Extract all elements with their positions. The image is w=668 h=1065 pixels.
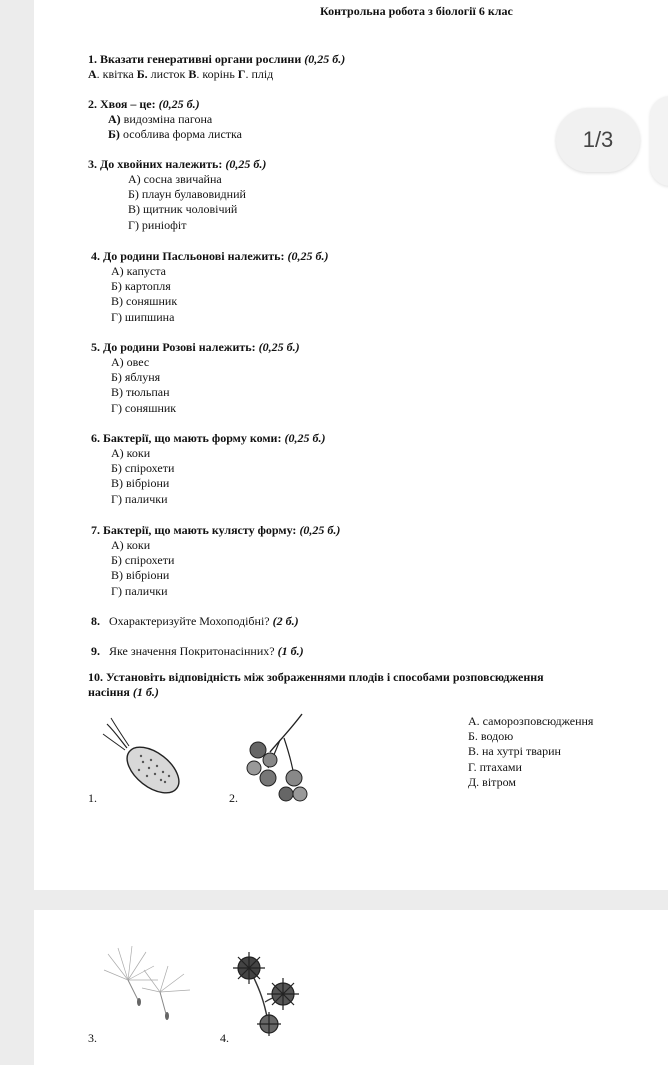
matching-options — [468, 714, 593, 790]
option-text: . корінь — [196, 67, 238, 81]
question-3-points: (0,25 б.) — [225, 157, 267, 171]
question-7-text: 7. Бактерії, що мають кулясту форму: — [91, 523, 300, 537]
option-letter: Г — [237, 67, 246, 81]
question-9-text: Яке значення Покритонасінних? — [109, 644, 278, 658]
option: А) капуста — [111, 264, 166, 278]
option: А) коки — [111, 538, 151, 552]
matching-option: Б. водою — [468, 729, 514, 744]
matching-option: Д. вітром — [468, 774, 516, 789]
option — [108, 127, 242, 142]
option: Б) яблуня — [111, 370, 161, 385]
seed-illustration-1 — [95, 712, 190, 802]
question-9 — [91, 644, 304, 659]
question-7 — [91, 523, 340, 599]
question-4 — [91, 249, 328, 325]
option-text: . плід — [245, 67, 274, 81]
option-text: особлива форма листка — [119, 127, 242, 142]
question-1-text: 1. Вказати генеративні органи рослини — [88, 52, 305, 66]
option-letter: А — [88, 67, 97, 81]
option: Б) спірохети — [111, 461, 175, 476]
option: А) коки — [111, 446, 151, 460]
option: Б) картопля — [111, 279, 171, 294]
option-text: листок — [147, 67, 189, 81]
question-10 — [88, 670, 608, 700]
question-1-points: (0,25 б.) — [304, 52, 346, 66]
question-7-points: (0,25 б.) — [299, 523, 341, 537]
berry-cluster-illustration — [240, 710, 310, 806]
question-6 — [91, 431, 325, 507]
question-6-text: 6. Бактерії, що мають форму коми: — [91, 431, 285, 445]
question-2-text: 2. Хвоя – це: — [88, 97, 159, 111]
question-10-text-cont: насіння — [88, 685, 133, 699]
option: Г) палички — [111, 491, 168, 506]
option: А) сосна звичайна — [128, 172, 222, 186]
question-8-text: Охарактеризуйте Мохоподібні? — [109, 614, 273, 628]
question-6-points: (0,25 б.) — [284, 431, 326, 445]
option: В) соняшник — [111, 294, 178, 309]
question-3-text: 3. До хвойних належить: — [88, 157, 226, 171]
option: Г) шипшина — [111, 309, 175, 324]
option-letter: А) — [108, 112, 121, 126]
matching-option: В. на хутрі тварин — [468, 744, 561, 759]
figure-label-2: 2. — [229, 791, 238, 805]
option: Г) риніофіт — [128, 217, 187, 232]
question-1 — [88, 52, 345, 82]
option: В) тюльпан — [111, 385, 170, 400]
document-title: Контрольна робота з біології 6 клас — [320, 4, 513, 18]
question-2 — [88, 97, 242, 142]
next-page-shadow — [650, 96, 668, 186]
option: А) овес — [111, 355, 150, 369]
dandelion-seed-illustration — [98, 940, 208, 1025]
figure-label-1: 1. — [88, 791, 97, 805]
option: Б) спірохети — [111, 553, 175, 568]
question-2-points: (0,25 б.) — [158, 97, 200, 111]
option — [108, 112, 242, 127]
question-4-points: (0,25 б.) — [287, 249, 329, 263]
option-text: . квітка — [96, 67, 137, 81]
question-5-text: 5. До родини Розові належить: — [91, 340, 259, 354]
option: В) щитник чоловічий — [128, 202, 238, 217]
page-indicator[interactable]: 1/3 — [556, 108, 640, 172]
figure-label-3: 3. — [88, 1031, 97, 1045]
figure-label-4: 4. — [220, 1031, 229, 1045]
question-1-options — [88, 67, 345, 82]
option-letter: В — [188, 67, 197, 81]
question-8-number: 8. — [91, 614, 100, 628]
question-9-number: 9. — [91, 644, 100, 658]
question-8 — [91, 614, 299, 629]
question-3 — [88, 157, 266, 233]
matching-option: Г. птахами — [468, 759, 522, 774]
option-letter: Б) — [108, 127, 120, 142]
matching-option: А. саморозповсюдження — [468, 714, 594, 728]
option: В) вібріони — [111, 476, 170, 491]
option-text: видозміна пагона — [120, 112, 213, 126]
question-8-points: (2 б.) — [272, 614, 299, 628]
option: Г) соняшник — [111, 400, 177, 415]
question-4-text: 4. До родини Пасльонові належить: — [91, 249, 288, 263]
option: Г) палички — [111, 583, 168, 598]
question-10-text: 10. Установіть відповідність між зображеннями плодів і способами розповсюдження — [88, 670, 544, 684]
option-letter: Б. — [136, 67, 148, 81]
question-5-points: (0,25 б.) — [258, 340, 300, 354]
burdock-illustration — [225, 948, 305, 1038]
question-9-points: (1 б.) — [277, 644, 304, 658]
question-5 — [91, 340, 300, 416]
option: Б) плаун булавовидний — [128, 187, 246, 202]
question-10-points: (1 б.) — [132, 685, 159, 699]
option: В) вібріони — [111, 568, 170, 583]
